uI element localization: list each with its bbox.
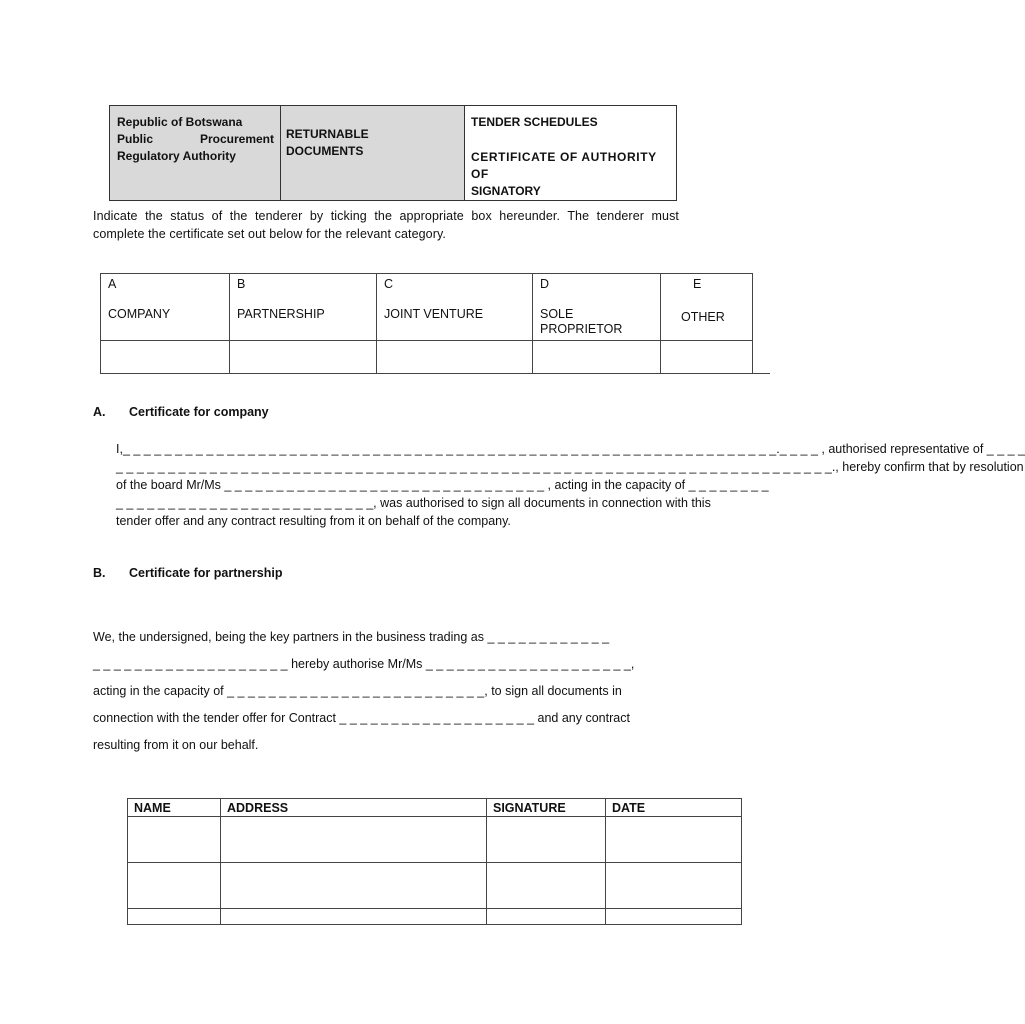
table-row <box>128 909 742 925</box>
col-date: DATE <box>606 799 742 817</box>
checkbox-joint-venture[interactable] <box>377 341 533 374</box>
org-line-3: Regulatory Authority <box>117 149 236 163</box>
certificate-title-1: CERTIFICATE OF AUTHORITY OF <box>471 150 657 181</box>
checkbox-sole-proprietor[interactable] <box>533 341 661 374</box>
table-row <box>128 863 742 909</box>
org-cell <box>110 106 281 201</box>
section-a-heading: A. Certificate for company <box>93 405 269 419</box>
certificate-title-2: SIGNATORY <box>471 184 541 198</box>
col-name: NAME <box>128 799 221 817</box>
col-address: ADDRESS <box>221 799 487 817</box>
table-row <box>128 817 742 863</box>
doc-type-cell: RETURNABLE DOCUMENTS <box>281 106 465 201</box>
section-b-text: We, the undersigned, being the key partners in the business trading as _ _ _ _ _ _ _ _ _ _ _ _ _ _ _ _ _ _ _ _ _ _ _ _ _ _ _ _ _ _ _ hereby authorise Mr/Ms _ _ _ _ _ _ _ _ _ _ _ _ _ _ _ _ _ _ _ _, acting in the capacity of _ _ _ _ _ _ _ _ _ _ _ _ _ _ _ _ _ _ _ _ _ _ _ _ _, to sign all documents in connection with the tender offer for Contract _ _ _ _ _ _ _ _ _ _ _ _ _ _ _ _ _ _ _ and any contract resulting from it on our behalf. <box>93 630 635 752</box>
row2-name[interactable] <box>128 863 221 909</box>
row1-name[interactable] <box>128 817 221 863</box>
row2-signature[interactable] <box>487 863 606 909</box>
table-edge-line <box>752 373 770 374</box>
category-table <box>100 273 753 374</box>
row3-name[interactable] <box>128 909 221 925</box>
category-e: E OTHER <box>661 274 753 341</box>
section-b-heading: B. Certificate for partnership <box>93 566 283 580</box>
row1-date[interactable] <box>606 817 742 863</box>
row2-address[interactable] <box>221 863 487 909</box>
row3-address[interactable] <box>221 909 487 925</box>
header-table <box>109 105 677 201</box>
category-d: D SOLE PROPRIETOR <box>533 274 661 341</box>
org-line-1: Republic of Botswana <box>117 115 243 129</box>
row2-date[interactable] <box>606 863 742 909</box>
category-c: C JOINT VENTURE <box>377 274 533 341</box>
row3-date[interactable] <box>606 909 742 925</box>
row1-address[interactable] <box>221 817 487 863</box>
checkbox-partnership[interactable] <box>230 341 377 374</box>
row1-signature[interactable] <box>487 817 606 863</box>
schedule-cell <box>465 106 677 201</box>
schedule-title: TENDER SCHEDULES <box>471 115 598 129</box>
org-line-2: Public Procurement <box>117 132 274 146</box>
checkbox-other[interactable] <box>661 341 753 374</box>
checkbox-company[interactable] <box>101 341 230 374</box>
intro-text: Indicate the status of the tenderer by ticking the appropriate box hereunder. The tenderer must complete the certificate set out below for the relevant category. <box>93 209 679 241</box>
category-b: B PARTNERSHIP <box>230 274 377 341</box>
section-a-text: I,_ _ _ _ _ _ _ _ _ _ _ _ _ _ _ _ _ _ _ _ _ _ _ _ _ _ _ _ _ _ _ _ _ _ _ _ _ _ _ _ _ _ _ _ _ _ _ _ _ _ _ _ _ _ _ _ _ _ _ _ _ _ _._ _ _ _ , authorised representative of _ _ _ _ _ _ _ _ _ _ _ _ _ _ _ _ _ _ _ _ _ _ _ _ _ _ _ _ _ _ _ _ _ _ _ _ _ _ _ _ _ _ _ _ _ _ _ _ _ _ _ _ _ _ _ _ _ _ _ _ _ _ _ _ _ _ _ _ _ _ _ _ _., hereby confirm that by resolution of the board Mr/Ms _ _ _ _ _ _ _ _ _ _ _ _ _ _ _ _ _ _ _ _ _ _ _ _ _ _ _ _ _ _ _ , acting in the capacity of _ _ _ _ _ _ _ _ _ _ _ _ _ _ _ _ _ _ _ _ _ _ _ _ _ _ _ _ _ _ _ _ _, was authorised to sign all documents in connection with this tender offer and any contract resulting from it on behalf of the company. <box>116 442 1025 528</box>
signature-table <box>127 798 742 925</box>
row3-signature[interactable] <box>487 909 606 925</box>
col-signature: SIGNATURE <box>487 799 606 817</box>
category-a: A COMPANY <box>101 274 230 341</box>
